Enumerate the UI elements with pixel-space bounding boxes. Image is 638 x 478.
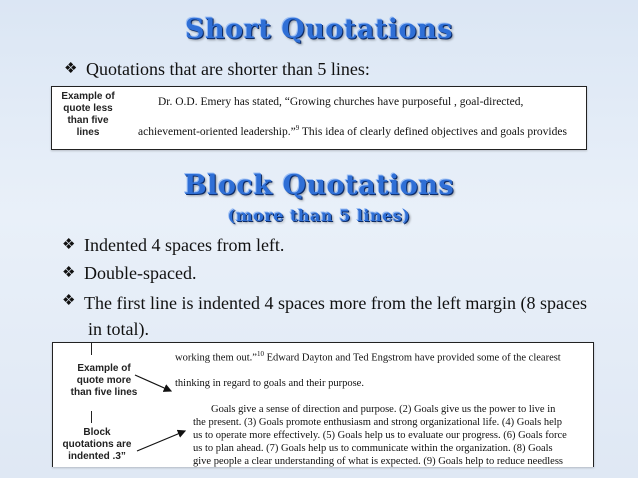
text-line-1 [175,350,561,364]
text-line-2: thinking in regard to goals and their purpose. [175,378,364,389]
subtitle-block-quotations: (more than 5 lines) [227,206,411,225]
block-quote-line-3: us to operate more effectively. (5) Goals help us to evaluate our progress. (6) Goals force [193,430,567,441]
bullet-text: Quotations that are shorter than 5 lines: [86,59,370,79]
quote-line-2-b: This idea of clearly defined objectives and goals provides [299,125,567,138]
arrow-to-block-icon [137,431,185,451]
example-label: Example of quote more than five lines [70,363,138,398]
bullet-first-line-indent [62,290,592,342]
diamond-bullet-icon: ❖ [62,293,76,309]
bullet-indented [62,234,284,256]
diamond-bullet-icon: ❖ [62,265,76,281]
text-line-1-b: Edward Dayton and Ted Engstrom have provided some of the clearest [263,352,561,364]
bullet-double-spaced [62,262,196,284]
bullet-text-line-1: The first line is indented 4 spaces more from the left margin (8 spaces [84,293,588,313]
title-short-quotations: Short Quotations [185,14,453,45]
text-line-1-a: working them out.” [175,352,257,364]
block-quote-line-5: give people a clear understanding of what is expected. (9) Goals help to reduce needless [193,456,563,467]
title-block-quotations: Block Quotations [183,170,455,201]
bullet-text: Indented 4 spaces from left. [84,235,285,255]
block-indent-label: Block quotations are indented .3” [62,427,132,462]
block-quote-line-1: Goals give a sense of direction and purpose. (2) Goals give us the power to live in [211,404,556,415]
bullet-short-quotations [64,58,370,80]
footnote-number: 9 [295,124,300,132]
diamond-bullet-icon: ❖ [62,237,76,253]
quote-line-1: Dr. O.D. Emery has stated, “Growing churches have purposeful , goal-directed, [158,96,524,108]
example-label: Example of quote less than five lines [61,91,115,138]
bullet-text [84,290,587,342]
bullet-text-line-2: in total). [88,319,149,339]
block-quote-example-box [52,342,594,467]
quote-line-2-a: achievement-oriented leadership.” [138,125,296,138]
block-quote-line-4: us to plan ahead. (7) Goals help us to communicate within the organization. (8) Goals [193,443,553,454]
short-quote-example-box [51,86,587,150]
diamond-bullet-icon: ❖ [64,61,78,77]
quote-line-2 [138,124,567,138]
arrow-to-quote-icon [135,375,171,391]
block-quote-line-2: the present. (3) Goals promote enthusiasm and strong organizational life. (4) Goals help [193,417,562,428]
footnote-number: 10 [256,350,264,358]
bullet-text: Double-spaced. [84,263,197,283]
